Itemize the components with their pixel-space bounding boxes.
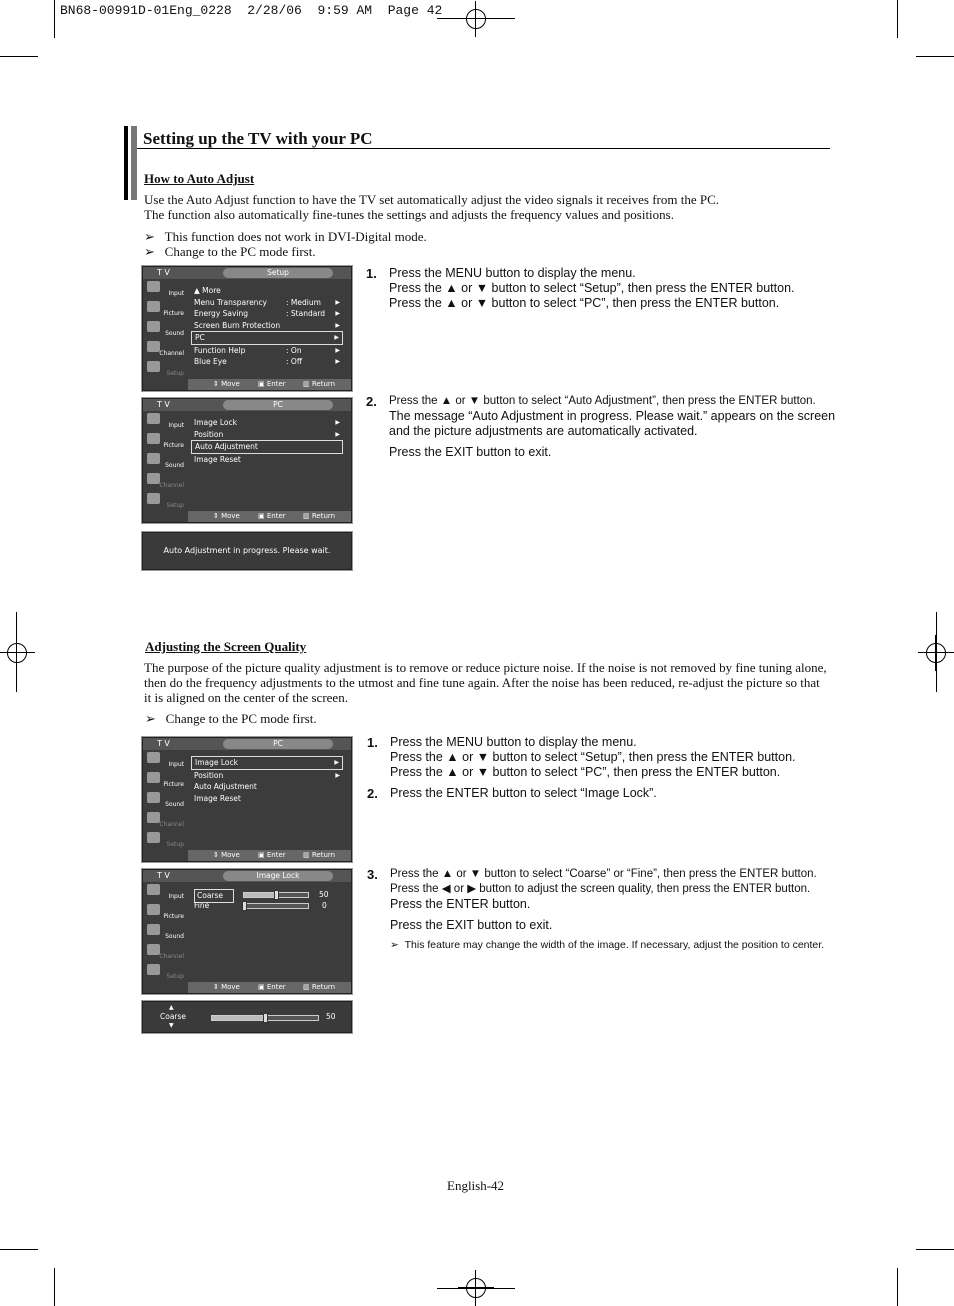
move-label: Move — [221, 380, 240, 388]
auto-adjust-intro-2: The function also automatically fine-tunes the settings and adjusts the frequency values and positions. — [144, 207, 674, 222]
arrow-right-icon: ▶ — [335, 321, 340, 329]
osd-side-channel: Channel — [159, 482, 184, 489]
return-hint: ▥ Return — [303, 851, 336, 859]
registration-mark — [458, 1, 494, 37]
arrow-down-icon: ▼ — [169, 1022, 174, 1029]
screen-quality-para-1: The purpose of the picture quality adjustment is to remove or reduce picture noise. If the noise is not removed by fine tuning alone, — [144, 660, 827, 675]
osd-side-sound: Sound — [165, 330, 184, 337]
crop-mark — [0, 56, 38, 57]
setup-icon — [147, 493, 160, 504]
coarse-bar-slider — [211, 1015, 319, 1021]
sound-icon — [147, 453, 160, 464]
osd-pc-menu-image-lock — [142, 737, 352, 862]
slider-knob — [242, 901, 247, 911]
crop-mark — [897, 1268, 898, 1306]
osd-row-label: Coarse — [194, 889, 234, 903]
header-date: 2/28/06 — [247, 3, 302, 18]
step-number: 1. — [367, 735, 378, 750]
osd-image-lock-menu — [142, 869, 352, 994]
input-icon — [147, 281, 160, 292]
crop-mark — [54, 1268, 55, 1306]
header-page: Page 42 — [387, 3, 443, 18]
osd-side-picture: Picture — [163, 442, 184, 449]
enter-hint: ▣ Enter — [258, 380, 286, 388]
arrow-up-icon: ▲ — [169, 1004, 174, 1011]
osd-row-label: Image Reset — [194, 793, 241, 803]
input-icon — [147, 752, 160, 763]
screen-quality-step-3 — [390, 867, 824, 953]
arrow-right-icon: ▶ — [335, 430, 340, 438]
step-line: Press the ▲ or ▼ button to select “Setup”, then press the ENTER button. — [389, 281, 795, 295]
return-hint: ▥ Return — [303, 380, 336, 388]
auto-adjust-step-2 — [389, 394, 835, 460]
osd-row-value: : On — [286, 345, 302, 355]
auto-adjust-intro-1: Use the Auto Adjust function to have the TV set automatically adjust the video signals it receives from the PC. — [144, 192, 720, 207]
section-title: Setting up the TV with your PC — [143, 129, 373, 148]
return-label: Return — [311, 380, 336, 388]
osd-side-picture: Picture — [163, 913, 184, 920]
step-line: The message “Auto Adjustment in progress. Please wait.” appears on the screen — [389, 409, 836, 423]
setup-icon — [147, 964, 160, 975]
step-line: Press the ENTER button to select “Image Lock”. — [390, 786, 657, 800]
move-label: Move — [221, 512, 240, 520]
enter-label: Enter — [266, 983, 286, 991]
osd-row-auto-adjustment — [191, 781, 343, 793]
return-label: Return — [311, 512, 336, 520]
osd-side-channel: Channel — [159, 350, 184, 357]
osd-row-image-lock — [191, 756, 343, 770]
osd-row-value: : Standard — [286, 309, 326, 318]
osd-row-value: : Medium — [286, 297, 321, 307]
osd-row-blue-eye — [191, 356, 343, 368]
setup-icon — [147, 832, 160, 843]
coarse-slider — [243, 892, 309, 898]
page-footer: English-42 — [447, 1178, 505, 1193]
osd-side-sound: Sound — [165, 933, 184, 940]
osd-row-value: 50 — [319, 890, 329, 899]
step-line: Press the EXIT button to exit. — [390, 918, 553, 932]
auto-adjust-step-1 — [389, 266, 795, 311]
arrow-right-icon: ▶ — [335, 419, 340, 426]
crop-mark — [0, 1249, 38, 1250]
osd-row-label: Auto Adjustment — [195, 442, 258, 451]
crop-mark — [916, 56, 954, 57]
osd-side-input: Input — [168, 290, 184, 297]
screen-quality-heading: Adjusting the Screen Quality — [145, 639, 307, 654]
picture-icon — [147, 772, 160, 783]
channel-icon — [147, 944, 160, 955]
registration-mark — [458, 1270, 494, 1306]
step-line: Press the MENU button to display the menu. — [389, 266, 636, 280]
enter-hint: ▣ Enter — [258, 983, 286, 991]
arrow-right-icon: ▶ — [335, 298, 340, 306]
osd-menu-title: Setup — [223, 268, 333, 278]
osd-bottom-bar — [188, 511, 351, 522]
arrow-right-icon: ▶ — [334, 759, 339, 766]
osd-side-sound: Sound — [165, 801, 184, 808]
arrow-right-icon: ▶ — [335, 771, 340, 779]
coarse-bar-label: Coarse — [160, 1012, 187, 1021]
osd-row-value: : Off — [286, 357, 302, 366]
osd-side-setup: Setup — [166, 502, 184, 509]
slider-knob — [274, 890, 279, 900]
osd-row-label: Position — [194, 429, 224, 439]
registration-mark — [0, 635, 35, 671]
print-header — [60, 3, 442, 18]
move-hint: ⇕ Move — [213, 380, 240, 388]
section-bar-grey — [131, 126, 137, 200]
screen-quality-para-3: it is aligned on the center of the screen. — [144, 690, 348, 705]
osd-row-label: Image Lock — [195, 758, 238, 767]
osd-side-channel: Channel — [159, 953, 184, 960]
note-text: This function does not work in DVI-Digital mode. — [164, 229, 427, 244]
osd-side-picture: Picture — [163, 310, 184, 317]
step-note-text: This feature may change the width of the image. If necessary, adjust the position to center. — [404, 939, 825, 951]
note-3: ➢ Change to the PC mode first. — [145, 711, 317, 726]
step-line: Press the MENU button to display the menu. — [390, 735, 637, 749]
osd-side-setup: Setup — [166, 973, 184, 980]
screen-quality-step-1 — [390, 735, 796, 780]
return-hint: ▥ Return — [303, 983, 336, 991]
osd-row-position — [191, 429, 343, 441]
header-file: BN68-00991D-01Eng_0228 — [60, 3, 232, 18]
osd-tv-label: T V — [157, 400, 170, 409]
osd-tv-label: T V — [157, 268, 170, 277]
move-hint: ⇕ Move — [213, 851, 240, 859]
osd-bottom-bar — [188, 982, 351, 993]
input-icon — [147, 884, 160, 895]
fine-slider — [243, 903, 309, 909]
osd-bottom-bar — [188, 379, 351, 390]
osd-bottom-bar — [188, 850, 351, 861]
osd-menu-title: PC — [223, 739, 333, 749]
osd-row-value: 0 — [322, 901, 327, 910]
step-line: Press the ▲ or ▼ button to select “PC”, then press the ENTER button. — [389, 296, 780, 310]
osd-setup-menu — [142, 266, 352, 391]
osd-tv-label: T V — [157, 871, 170, 880]
osd-row-burn — [191, 320, 343, 332]
osd-side-input: Input — [168, 761, 184, 768]
osd-row-function-help — [191, 345, 343, 357]
enter-label: Enter — [266, 851, 286, 859]
sound-icon — [147, 924, 160, 935]
note-2: ➢ Change to the PC mode first. — [144, 244, 316, 259]
osd-row-more — [191, 285, 343, 297]
osd-side-sound: Sound — [165, 462, 184, 469]
osd-row-label: Fine — [194, 901, 210, 910]
channel-icon — [147, 812, 160, 823]
osd-menu-title: Image Lock — [223, 871, 333, 881]
arrow-right-icon: ▶ — [334, 334, 339, 341]
osd-row-coarse — [191, 889, 343, 900]
return-hint: ▥ Return — [303, 512, 336, 520]
step-line: Press the ▲ or ▼ button to select “PC”, then press the ENTER button. — [390, 765, 781, 779]
arrow-right-icon: ▶ — [335, 358, 340, 365]
osd-side-input: Input — [168, 422, 184, 429]
osd-auto-adjust-message: Auto Adjustment in progress. Please wait. — [142, 532, 352, 570]
arrow-right-icon: ▶ — [335, 346, 340, 354]
step-line: Press the EXIT button to exit. — [389, 445, 552, 459]
osd-row-label: Image Reset — [194, 454, 241, 464]
osd-row-fine — [191, 900, 343, 911]
osd-side-setup: Setup — [166, 370, 184, 377]
osd-row-label: Blue Eye — [194, 357, 227, 366]
picture-icon — [147, 301, 160, 312]
move-hint: ⇕ Move — [213, 512, 240, 520]
enter-label: Enter — [266, 512, 286, 520]
osd-row-transparency — [191, 297, 343, 309]
move-label: Move — [221, 851, 240, 859]
osd-side-picture: Picture — [163, 781, 184, 788]
move-hint: ⇕ Move — [213, 983, 240, 991]
step-line: Press the ◀ or ▶ button to adjust the screen quality, then press the ENTER button. — [390, 883, 811, 895]
step-line: and the picture adjustments are automatically activated. — [389, 424, 698, 438]
note-text: Change to the PC mode first. — [165, 711, 317, 726]
step-note: ➢ This feature may change the width of the image. If necessary, adjust the position to center. — [390, 939, 825, 951]
osd-row-label: Function Help — [194, 345, 246, 355]
channel-icon — [147, 341, 160, 352]
step-line: Press the ▲ or ▼ button to select “Auto Adjustment”, then press the ENTER button. — [389, 395, 816, 407]
sound-icon — [147, 792, 160, 803]
channel-icon — [147, 473, 160, 484]
osd-row-label: ▲ More — [194, 286, 221, 295]
step-line: Press the ENTER button. — [390, 897, 531, 911]
picture-icon — [147, 433, 160, 444]
section-bar-thick — [124, 126, 128, 200]
return-label: Return — [311, 851, 336, 859]
sound-icon — [147, 321, 160, 332]
enter-label: Enter — [266, 380, 286, 388]
setup-icon — [147, 361, 160, 372]
osd-row-image-reset — [191, 793, 343, 805]
crop-mark — [916, 1249, 954, 1250]
input-icon — [147, 413, 160, 424]
osd-side-channel: Channel — [159, 821, 184, 828]
return-label: Return — [311, 983, 336, 991]
registration-mark — [918, 635, 954, 671]
osd-side-setup: Setup — [166, 841, 184, 848]
slider-fill — [244, 893, 276, 897]
osd-row-label: Auto Adjustment — [194, 782, 257, 791]
step-number: 1. — [366, 266, 377, 281]
note-1: ➢ This function does not work in DVI-Digital mode. — [144, 229, 427, 244]
crop-mark — [897, 0, 898, 38]
osd-row-auto-adjustment — [191, 440, 343, 454]
step-number: 3. — [367, 867, 378, 882]
slider-fill — [212, 1016, 265, 1020]
osd-coarse-bar — [142, 1001, 352, 1033]
arrow-right-icon: ▶ — [335, 310, 340, 317]
osd-row-pc — [191, 331, 343, 345]
osd-row-position — [191, 770, 343, 782]
step-line: Press the ▲ or ▼ button to select “Coarse” or “Fine”, then press the ENTER button. — [390, 868, 817, 880]
picture-icon — [147, 904, 160, 915]
osd-row-label: Image Lock — [194, 418, 237, 427]
osd-row-label: Position — [194, 770, 224, 780]
screen-quality-para-2: then do the frequency adjustments to the utmost and fine tune again. After the noise has been reduced, re-adjust the picture so that — [144, 675, 820, 690]
coarse-bar-value: 50 — [326, 1012, 336, 1021]
crop-mark — [54, 0, 55, 38]
osd-row-label: PC — [195, 333, 205, 342]
osd-pc-menu — [142, 398, 352, 523]
osd-side-input: Input — [168, 893, 184, 900]
step-line: Press the ▲ or ▼ button to select “Setup”, then press the ENTER button. — [390, 750, 796, 764]
enter-hint: ▣ Enter — [258, 512, 286, 520]
osd-row-label: Screen Burn Protection — [194, 320, 281, 330]
osd-row-energy — [191, 308, 343, 320]
step-number: 2. — [367, 786, 378, 801]
screen-quality-step-2 — [390, 786, 657, 801]
step-number: 2. — [366, 394, 377, 409]
section-rule — [137, 148, 830, 149]
enter-hint: ▣ Enter — [258, 851, 286, 859]
osd-menu-title: PC — [223, 400, 333, 410]
osd-row-label: Menu Transparency — [194, 297, 268, 307]
slider-knob — [263, 1013, 268, 1023]
header-time: 9:59 AM — [317, 3, 373, 18]
osd-row-label: Energy Saving — [194, 309, 249, 318]
auto-adjust-heading: How to Auto Adjust — [144, 171, 255, 186]
osd-row-image-reset — [191, 454, 343, 466]
move-label: Move — [221, 983, 240, 991]
osd-row-image-lock — [191, 417, 343, 429]
note-text: Change to the PC mode first. — [164, 244, 316, 259]
osd-tv-label: T V — [157, 739, 170, 748]
